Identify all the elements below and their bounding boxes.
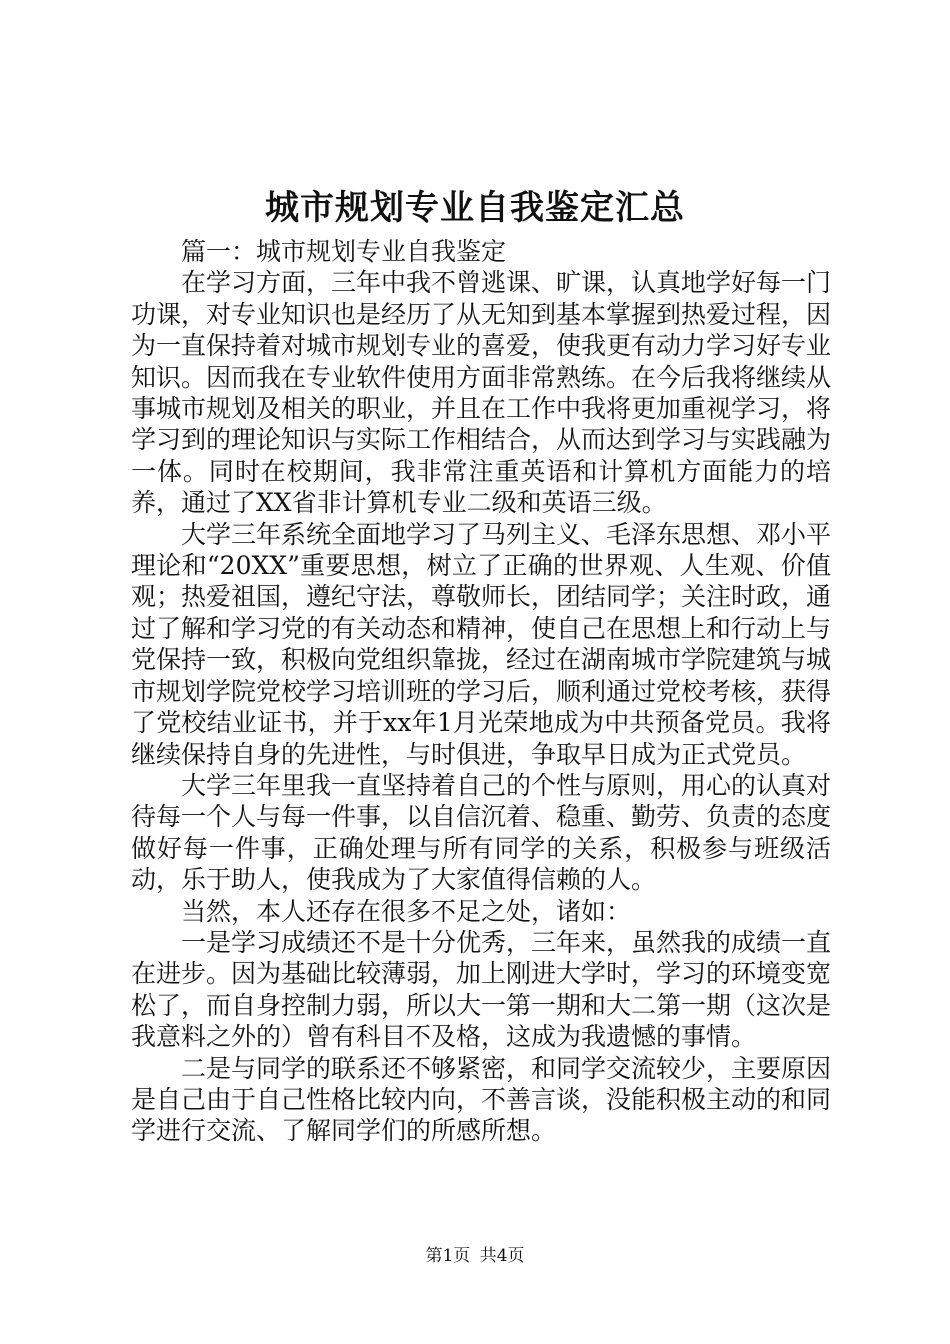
document-body [131,236,831,1147]
page-footer [0,1244,950,1268]
body-paragraph: 一是学习成绩还不是十分优秀，三年来，虽然我的成绩一直在进步。因为基础比较薄弱，加上刚进大学时，学习的环境变宽松了，而自身控制力弱，所以大一第一期和大二第一期（这次是我意料之外的）曾有科目不及格，这成为我遗憾的事情。 [131,927,832,1052]
body-paragraph: 二是与同学的联系还不够紧密，和同学交流较少，主要原因是自己由于自己性格比较内向，不善言谈，没能积极主动的和同学进行交流、了解同学们的所感所想。 [131,1053,832,1146]
section-heading: 篇一：城市规划专业自我鉴定 [181,237,507,266]
body-paragraph: 当然，本人还存在很多不足之处，诸如： [181,896,632,926]
page-total: 共4页 [479,1246,525,1266]
body-paragraph: 大学三年系统全面地学习了马列主义、毛泽东思想、邓小平理论和“20XX”重要思想，树立了正确的世界观、人生观、价值观；热爱祖国，遵纪守法，尊敬师长，团结同学；关注时政，通过了解和学习党的有关动态和精神，使自己在思想上和行动上与党保持一致，积极向党组织靠拢，经过在湖南城市学院建筑与城市规划学院党校学习培训班的学习后，顺利通过党校考核，获得了党校结业证书，并于xx年1月光荣地成为中共预备党员。我将继续保持自身的先进性，与时俱进，争取早日成为正式党员。 [131,519,832,769]
body-paragraph: 大学三年里我一直坚持着自己的个性与原则，用心的认真对待每一个人与每一件事，以自信沉着、稳重、勤劳、负责的态度做好每一件事，正确处理与所有同学的关系，积极参与班级活动，乐于助人，使我成为了大家值得信赖的人。 [131,770,832,895]
body-paragraph: 在学习方面，三年中我不曾逃课、旷课，认真地学好每一门功课，对专业知识也是经历了从无知到基本掌握到热爱过程，因为一直保持着对城市规划专业的喜爱，使我更有动力学习好专业知识。因而我在专业软件使用方面非常熟练。在今后我将继续从事城市规划及相关的职业，并且在工作中我将更加重视学习，将学习到的理论知识与实际工作相结合，从而达到学习与实践融为一体。同时在校期间，我非常注重英语和计算机方面能力的培养，通过了XX省非计算机专业二级和英语三级。 [131,268,832,518]
page-number: 第1页 [425,1246,471,1266]
document-title: 城市规划专业自我鉴定汇总 [265,188,685,228]
